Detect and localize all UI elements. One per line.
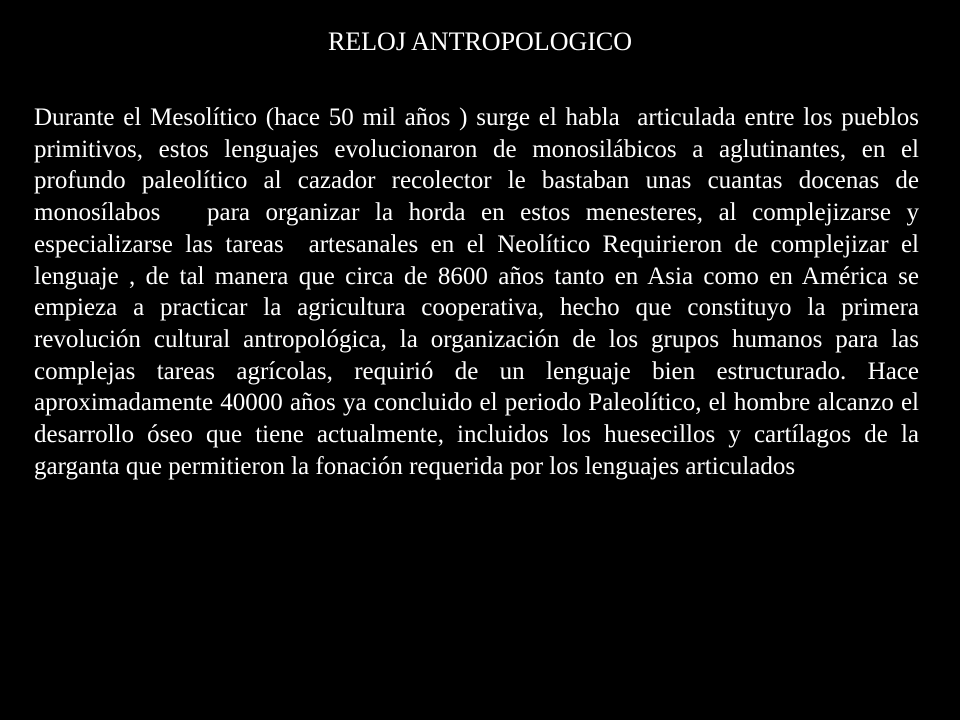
slide-body-text: Durante el Mesolítico (hace 50 mil años ) surge el habla articulada entre los pueblos primitivos, estos lenguajes evolucionaron de monosilábicos a aglutinantes, en el profundo paleolítico al cazador recolector le bastaban unas cuantas docenas de monosílabos para organizar la horda en estos menesteres, al complejizarse y especializarse las tareas artesanales en el Neolítico Requirieron de complejizar el lenguaje , de tal manera que circa de 8600 años tanto en Asia como en América se empieza a practicar la agricultura cooperativa, hecho que constituyo la primera revolución cultural antropológica, la organización de los grupos humanos para las complejas tareas agrícolas, requirió de un lenguaje bien estructurado. Hace aproximadamente 40000 años ya concluido el periodo Paleolítico, el hombre alcanzo el desarrollo óseo que tiene actualmente, incluidos los huesecillos y cartílagos de la garganta que permitieron la fonación requerida por los lenguajes articulados xyxy=(34,104,926,480)
slide-title: RELOJ ANTROPOLOGICO xyxy=(327,27,633,56)
